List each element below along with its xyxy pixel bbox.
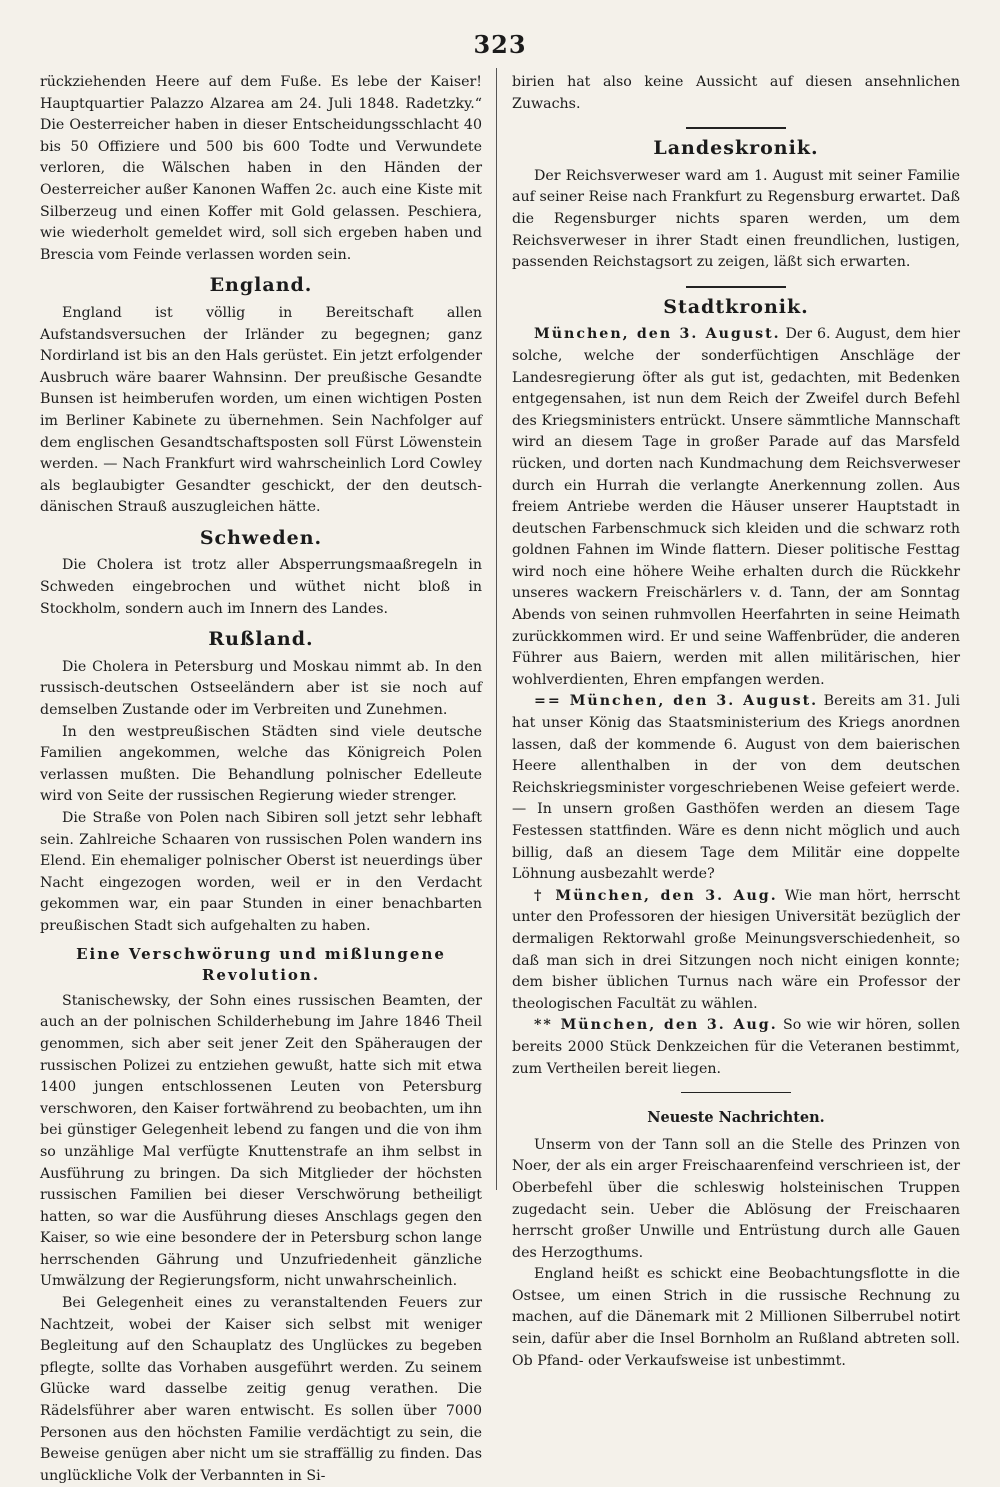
page-number: 323	[473, 30, 527, 59]
russland-paragraph-1: Die Cholera in Petersburg und Moskau nimmt ab. In den russisch-deutschen Ostseeländern aber ist sie noch auf demselben Zustande oder im Verbreiten und Zunehmen.	[40, 658, 482, 719]
left-column	[40, 72, 482, 1484]
russland-paragraph-3: Die Straße von Polen nach Sibiren soll jetzt sehr lebhaft sein. Zahlreiche Schaaren von russischen Polen wandern ins Elend. Ein ehemaliger polnischer Oberst ist neuerdings über Nacht eingezogen worden, weil er in den Verdacht gekommen war, ein paar Stunden in einer benachbarten preußischen Stadt sich aufgehalten zu haben.	[40, 810, 482, 934]
item-text: Der 6. August, dem hier solche, welche der sonderfüchtigen Anschläge der Landesregierung öfter als gut ist, gedachten, mit Bedenken entgegensahen, ist nun dem Reich der Zweifel durch Befehl des Kriegsministers entrückt. Unsere sämmtliche Mannschaft wird an diesem Tage in großer Parade auf das Marsfeld rücken, und dorten nach Kundmachung dem Reichsverweser durch ein Hurrah die verlangte Anerkennung zollen. Aus freiem Antriebe werden die Häuser unserer Hauptstadt in deutschen Farbenschmuck sich kleiden und die schwarz roth goldnen Fahnen im Winde flattern. Dieser politische Festtag wird noch eine höhere Weihe erhalten durch die Rückkehr unseres wackern Freischärlers v. d. Tann, der am Sonntag Abends von seinen ruhmvollen Heerfahrten in seine Heimath zurückkommen wird. Er und seine Waffenbrüder, die anderen Führer aus Baiern, werden mit allen militärischen, hier wohlverdienten, Ehren empfangen werden.	[512, 326, 961, 688]
stadtkronik-item-2	[512, 691, 960, 885]
section-heading-verschwoerung: Eine Verschwörung und mißlungene Revolution.	[76, 944, 446, 985]
section-heading-schweden: Schweden.	[199, 526, 323, 549]
dateline: ** München, den 3. Aug.	[534, 1017, 778, 1034]
landeskronik-paragraph: Der Reichsverweser ward am 1. August mit seiner Familie auf seiner Reise nach Frankfurt zu Regensburg erwartet. Daß die Regensburger nichts sparen werden, um dem Reichsverweser in ihrer Stadt einen freundlichen, lustigen, passenden Reichstagsort zu zeigen, läßt sich erwarten.	[512, 167, 960, 271]
verschwoerung-paragraph-1: Stanischewsky, der Sohn eines russischen Beamten, der auch an der polnischen Schilderhebung im Jahre 1846 Theil genommen, sich aber seit jener Zeit den Späheraugen der russischen Polizei zu entziehen gewußt, hatte sich mit etwa 1400 jungen entschlossenen Leuten von Petersburg verschworen, den Kaiser fortwährend zu beobachten, um ihn bei günstiger Gelegenheit lebend zu fangen und die von ihm so unzählige Mal verfügte Knuttenstrafe an ihm selbst in Ausführung zu bringen. Da sich Mitglieder der höchsten russischen Familien bei dieser Verschwörung betheiligt hatten, so war die Ausführung dieses Anschlags gegen den Kaiser, so wie eine besondere der in Petersburg schon lange herrschenden Gährung und Unzufriedenheit gänzliche Umwälzung der Regierungsform, nicht unwahrscheinlich.	[40, 992, 482, 1290]
stadtkronik-item-3	[512, 886, 960, 1016]
section-heading-russland: Rußland.	[208, 628, 314, 651]
item-text: So wie wir hören, sollen bereits 2000 Stück Denkzeichen für die Veteranen bestimmt, zum Vertheilen bereit liegen.	[512, 1017, 960, 1077]
russland-paragraph-2: In den westpreußischen Städten sind viele deutsche Familien angekommen, welche das Königreich Polen verlassen mußten. Die Behandlung polnischer Edelleute wird von Seite der russischen Regierung wieder strenger.	[40, 723, 482, 805]
section-rule	[686, 286, 786, 288]
neueste-paragraph-1: Unserm von der Tann soll an die Stelle des Prinzen von Noer, der als ein arger Freischaarenfeind verschrieen ist, der Oberbefehl über die schleswig holsteinischen Truppen zugedacht sein. Ueber die Ablösung der Freischaaren herrscht großer Unwille und Entrüstung durch alle Gauen des Herzogthums.	[512, 1136, 960, 1261]
stadtkronik-item-4	[512, 1015, 960, 1080]
item-text: Wie man hört, herrscht unter den Professoren der hiesigen Universität bezüglich der dermaligen Rektorwahl große Meinungsverschiedenheit, so daß man sich in drei Sitzungen noch nicht einigen konnte; dem bisher üblichen Turnus nach wäre ein Professor der theologischen Facultät zu wählen.	[512, 887, 960, 1012]
right-column	[512, 72, 961, 1369]
verschwoerung-paragraph-2: Bei Gelegenheit eines zu veranstaltenden Feuers zur Nachtzeit, wobei der Kaiser sich selbst mit weniger Begleitung auf den Schauplatz des Unglückes zu begeben pflegte, sollte das Vorhaben ausgeführt werden. Zu seinem Glücke ward dasselbe zeitig genug verathen. Die Rädelsführer aber waren entwischt. Es sollen über 7000 Personen aus den höchsten Familie verdächtigt zu sein, die Beweise genügen aber nicht um sie straffällig zu finden. Das unglückliche Volk der Verbannten in Si-	[40, 1295, 482, 1484]
section-rule	[686, 127, 786, 129]
stadtkronik-item-1	[512, 324, 960, 691]
section-heading-england: England.	[209, 274, 313, 297]
section-heading-stadtkronik: Stadtkronik.	[663, 295, 809, 318]
intro-paragraph: rückziehenden Heere auf dem Fuße. Es lebe der Kaiser! Hauptquartier Palazzo Alzarea am 24. Juli 1848. Radetzky.“ Die Oesterreicher haben in dieser Entscheidungsschlacht 40 bis 50 Offiziere und 500 bis 600 Todte und Verwundete verloren, die Wälschen haben in den Händen der Oesterreicher außer Kanonen Waffen 2c. auch eine Kiste mit Silberzeug und einen Koffer mit Gold gelassen. Peschiera, wie wiederholt gemeldet wird, soll sich ergeben haben und Brescia vom Feinde verlassen worden sein.	[40, 74, 482, 263]
column-divider	[496, 68, 497, 1190]
section-heading-landeskronik: Landeskronik.	[653, 137, 819, 160]
england-paragraph: England ist völlig in Bereitschaft allen Aufstandsversuchen der Irländer zu begegnen; ganz Nordirland ist bis an den Hals gerüstet. Ein jetzt erfolgender Ausbruch wäre baarer Wahnsinn. Der preußische Gesandte Bunsen ist heimberufen worden, um einen wichtigen Posten im Berliner Kabinete zu übernehmen. Sein Nachfolger auf dem englischen Gesandtschaftsposten soll Fürst Löwenstein werden. — Nach Frankfurt wird wahrscheinlich Lord Cowley als beglaubigter Gesandter geschickt, der den deutsch-dänischen Strauß auszugleichen hätte.	[40, 304, 482, 516]
dateline: München, den 3. August.	[534, 326, 781, 343]
dateline: == München, den 3. August.	[534, 693, 819, 710]
item-text: Bereits am 31. Juli hat unser König das Staatsministerium des Kriegs anordnen lassen, daß der kommende 6. August von dem baierischen Heere allenthalben in der von dem deutschen Reichskriegsminister vorgeschriebenen Weise gefeiert werde. — In unsern großen Gasthöfen werden an diesem Tage Festessen stattfinden. Wäre es denn nicht möglich und auch billig, daß an diesem Tage dem Militär eine doppelte Löhnung ausbezahlt werde?	[512, 693, 960, 883]
dateline: † München, den 3. Aug.	[534, 887, 778, 904]
schweden-paragraph: Die Cholera ist trotz aller Absperrungsmaaßregeln in Schweden eingebrochen und wüthet nicht bloß in Stockholm, sondern auch im Innern des Landes.	[40, 557, 482, 617]
section-rule	[681, 1092, 791, 1093]
continuation-paragraph: birien hat also keine Aussicht auf diesen ansehnlichen Zuwachs.	[512, 74, 960, 112]
neueste-paragraph-2: England heißt es schickt eine Beobachtungsflotte in die Ostsee, um einen Strich in die russische Rechnung zu machen, auf die Dänemark mit 2 Millionen Silberrubel notirt sein, dafür aber die Insel Bornholm an Rußland abtreten soll. Ob Pfand- oder Verkaufsweise ist unbestimmt.	[512, 1266, 960, 1369]
section-heading-neueste: Neueste Nachrichten.	[647, 1109, 825, 1127]
